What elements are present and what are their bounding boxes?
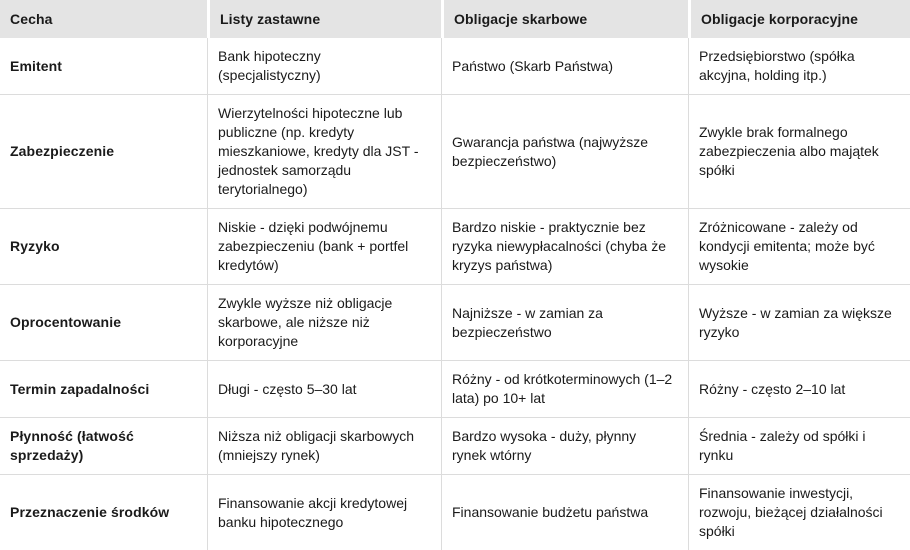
table-row-oprocentowanie <box>0 284 910 360</box>
row-feature-label: Płynność (łatwość sprzedaży) <box>0 417 207 474</box>
header-row <box>0 0 910 38</box>
table-row-zabezpieczenie <box>0 94 910 208</box>
cell-listy-zastawne: Wierzytelności hipoteczne lub publiczne (np. kredyty mieszkaniowe, kredyty dla JST - jednostek samorządu terytorialnego) <box>207 94 441 208</box>
cell-obligacje-skarbowe: Bardzo niskie - praktycznie bez ryzyka niewypłacalności (chyba że kryzys państwa) <box>441 208 688 284</box>
column-header-obligacje-skarbowe: Obligacje skarbowe <box>441 0 688 38</box>
cell-listy-zastawne: Bank hipoteczny (specjalistyczny) <box>207 38 441 94</box>
row-feature-label: Emitent <box>0 38 207 94</box>
row-feature-label: Termin zapadalności <box>0 360 207 417</box>
cell-obligacje-korporacyjne: Wyższe - w zamian za większe ryzyko <box>688 284 910 360</box>
cell-obligacje-korporacyjne: Przedsiębiorstwo (spółka akcyjna, holding itp.) <box>688 38 910 94</box>
row-feature-label: Przeznaczenie środków <box>0 474 207 550</box>
cell-obligacje-skarbowe: Gwarancja państwa (najwyższe bezpieczeństwo) <box>441 94 688 208</box>
cell-listy-zastawne: Niskie - dzięki podwójnemu zabezpieczeniu (bank + portfel kredytów) <box>207 208 441 284</box>
cell-obligacje-skarbowe: Najniższe - w zamian za bezpieczeństwo <box>441 284 688 360</box>
cell-obligacje-korporacyjne: Zróżnicowane - zależy od kondycji emitenta; może być wysokie <box>688 208 910 284</box>
cell-obligacje-skarbowe: Bardzo wysoka - duży, płynny rynek wtórny <box>441 417 688 474</box>
cell-obligacje-korporacyjne: Średnia - zależy od spółki i rynku <box>688 417 910 474</box>
cell-listy-zastawne: Finansowanie akcji kredytowej banku hipotecznego <box>207 474 441 550</box>
cell-listy-zastawne: Zwykle wyższe niż obligacje skarbowe, ale niższe niż korporacyjne <box>207 284 441 360</box>
table-row-termin-zapadalnosci <box>0 360 910 417</box>
table-row-ryzyko <box>0 208 910 284</box>
cell-obligacje-korporacyjne: Zwykle brak formalnego zabezpieczenia albo majątek spółki <box>688 94 910 208</box>
cell-obligacje-korporacyjne: Różny - często 2–10 lat <box>688 360 910 417</box>
column-header-cecha: Cecha <box>0 0 207 38</box>
column-header-listy-zastawne: Listy zastawne <box>207 0 441 38</box>
row-feature-label: Ryzyko <box>0 208 207 284</box>
cell-obligacje-skarbowe: Finansowanie budżetu państwa <box>441 474 688 550</box>
table-row-emitent <box>0 38 910 94</box>
row-feature-label: Zabezpieczenie <box>0 94 207 208</box>
row-feature-label: Oprocentowanie <box>0 284 207 360</box>
table-row-plynnosc <box>0 417 910 474</box>
cell-obligacje-skarbowe: Różny - od krótkoterminowych (1–2 lata) po 10+ lat <box>441 360 688 417</box>
cell-listy-zastawne: Długi - często 5–30 lat <box>207 360 441 417</box>
column-header-obligacje-korporacyjne: Obligacje korporacyjne <box>688 0 910 38</box>
cell-listy-zastawne: Niższa niż obligacji skarbowych (mniejszy rynek) <box>207 417 441 474</box>
table-row-przeznaczenie-srodkow <box>0 474 910 550</box>
cell-obligacje-korporacyjne: Finansowanie inwestycji, rozwoju, bieżącej działalności spółki <box>688 474 910 550</box>
cell-obligacje-skarbowe: Państwo (Skarb Państwa) <box>441 38 688 94</box>
